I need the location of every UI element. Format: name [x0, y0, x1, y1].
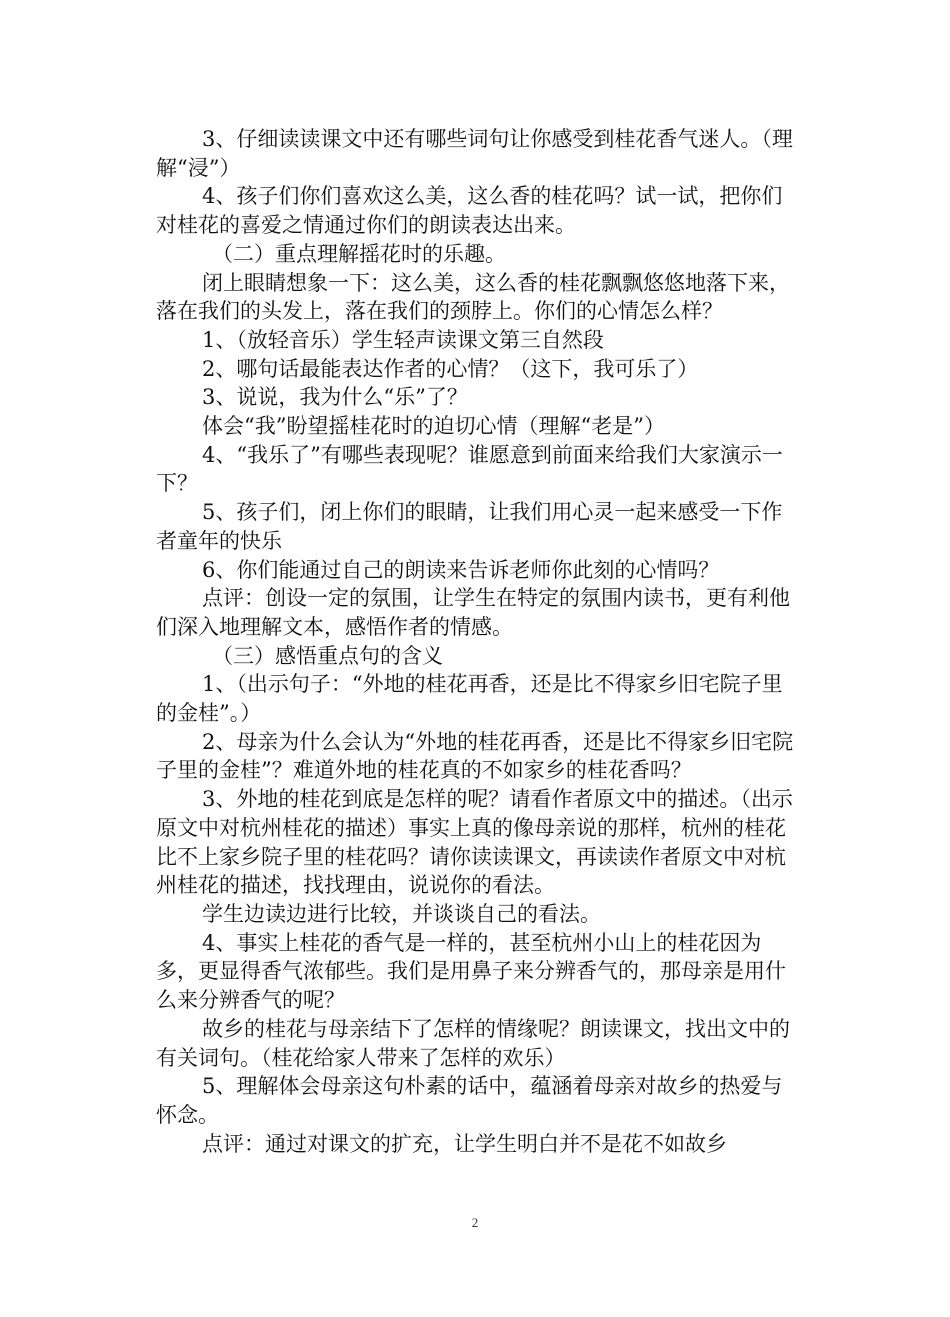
paragraph: 6、你们能通过自己的朗读来告诉老师你此刻的心情吗？ [202, 557, 720, 582]
paragraph: 故乡的桂花与母亲结下了怎样的情缘呢？朗读课文，找出文中的有关词句。（桂花给家人带来了怎样的欢乐） [156, 1016, 790, 1070]
paragraph: 体会“我”盼望摇桂花时的迫切心情（理解“老是”） [202, 414, 665, 439]
paragraph: 2、哪句话最能表达作者的心情？（这下，我可乐了） [202, 356, 699, 381]
paragraph: 4、孩子们你们喜欢这么美，这么香的桂花吗？试一试，把你们对桂花的喜爱之情通过你们的朗读表达出来。 [156, 184, 783, 238]
paragraph: 4、事实上桂花的香气是一样的，甚至杭州小山上的桂花因为多，更显得香气浓郁些。我们是用鼻子来分辨香气的，那母亲是用什么来分辨香气的呢？ [156, 930, 786, 1013]
section-heading: （二）重点理解摇花时的乐趣。 [212, 241, 506, 266]
paragraph: 5、理解体会母亲这句朴素的话中，蕴涵着母亲对故乡的热爱与怀念。 [156, 1074, 783, 1127]
paragraph: 4、“我乐了”有哪些表现呢？谁愿意到前面来给我们大家演示一下？ [156, 442, 783, 496]
paragraph: 2、母亲为什么会认为“外地的桂花再香，还是比不得家乡旧宅院子里的金桂”？难道外地的桂花真的不如家乡的桂花香吗？ [156, 729, 794, 783]
paragraph: 点评：创设一定的氛围，让学生在特定的氛围内读书，更有利他们深入地理解文本，感悟作者的情感。 [156, 586, 790, 639]
paragraph: 学生边读边进行比较，并谈谈自己的看法。 [202, 901, 601, 926]
paragraph: 3、仔细读读课文中还有哪些词句让你感受到桂花香气迷人。（理解“浸”） [156, 127, 793, 180]
page-number: 2 [471, 1215, 479, 1230]
paragraph: 闭上眼睛想象一下：这么美，这么香的桂花飘飘悠悠地落下来，落在我们的头发上，落在我们的颈脖上。你们的心情怎么样？ [156, 270, 790, 324]
paragraph: 3、外地的桂花到底是怎样的呢？请看作者原文中的描述。（出示原文中对杭州桂花的描述）事实上真的像母亲说的那样，杭州的桂花比不上家乡院子里的桂花吗？请你读读课文，再读读作者原文中对杭州桂花的描述，找找理由，说说你的看法。 [156, 787, 793, 898]
paragraph: 5、孩子们，闭上你们的眼睛，让我们用心灵一起来感受一下作者童年的快乐 [156, 500, 783, 553]
paragraph: 1、（出示句子：“外地的桂花再香，还是比不得家乡旧宅院子里的金桂”。） [156, 672, 783, 726]
section-heading: （三）感悟重点句的含义 [212, 643, 443, 668]
paragraph: 1、（放轻音乐）学生轻声读课文第三自然段 [202, 327, 604, 352]
document-body [156, 125, 796, 1158]
paragraph: 点评：通过对课文的扩充，让学生明白并不是花不如故乡 [202, 1131, 727, 1156]
paragraph: 3、说说，我为什么“乐”了？ [202, 385, 468, 410]
